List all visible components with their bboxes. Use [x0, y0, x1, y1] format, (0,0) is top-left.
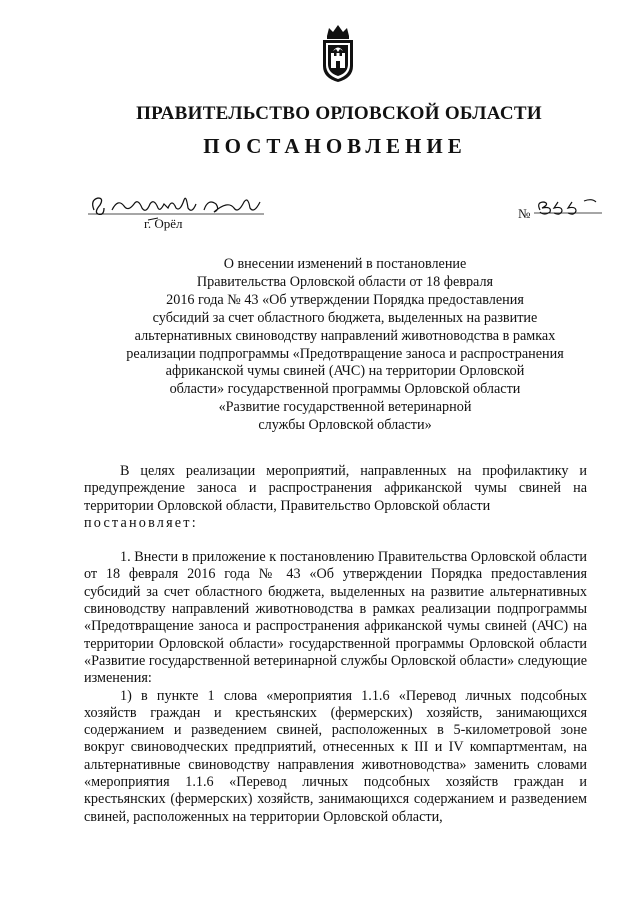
document-number [518, 196, 604, 222]
government-title: ПРАВИТЕЛЬСТВО ОРЛОВСКОЙ ОБЛАСТИ [136, 103, 542, 124]
subject-line: Правительства Орловской области от 18 февраля [196, 273, 494, 290]
document-subject [110, 256, 580, 435]
resolves-word: постановляет: [84, 514, 198, 531]
coat-of-arms-icon [319, 22, 357, 84]
subject-line: О внесении изменений в постановление [223, 256, 467, 272]
item-1-paragraph: 1. Внести в приложение к постановлению Правительства Орловской области от 18 февраля 2016 года № 43 «Об утверждении Порядка предоставления субсидий за счет областного бюджета, выделенных на развитие альтернативных свиноводству направлений животноводства в рамках реализации подпрограммы «Предотвращение заноса и распространения африканской чумы свиней (АЧС) на территории Орловской области» государственной программы Орловской области «Развитие государственной ветеринарной службы Орловской области» следующие изменения: [84, 549, 587, 687]
city-label: г. Орёл [144, 216, 183, 231]
number-label: № [518, 206, 531, 221]
item-1-1-paragraph: 1) в пункте 1 слова «мероприятия 1.1.6 «Перевод личных подсобных хозяйств граждан и крестьянских (фермерских) хозяйств, занимающихся содержанием и разведением свиней, расположенных в 5-километровой зоне вокруг свиноводческих предприятий, отнесенных к III и IV компартментам, на альтернативные свиноводству направления животноводства» заменить словами «мероприятия 1.1.6 «Перевод личных подсобных хозяйств граждан и крестьянских (фермерских) хозяйств, занимающихся содержанием и разведением свиней, расположенных на территории Орловской области, [84, 687, 587, 825]
subject-line: реализации подпрограммы «Предотвращение заноса и распространения [126, 345, 564, 362]
subject-line: альтернативных свиноводству направлений животноводства в рамках [134, 327, 556, 344]
preamble-paragraph: В целях реализации мероприятий, направленных на профилактику и предупреждение заноса и распространения африканской чумы свиней на территории Орловской области, Правительство Орловской области [84, 463, 587, 514]
document-type-title: ПОСТАНОВЛЕНИЕ [203, 134, 467, 158]
handwritten-number [534, 196, 604, 218]
subject-line: 2016 года № 43 «Об утверждении Порядка предоставления [166, 291, 524, 308]
document-body [84, 463, 587, 826]
subject-line: субсидий за счет областного бюджета, выделенных на развитие [152, 309, 538, 326]
subject-line: африканской чумы свиней (АЧС) на территории Орловской [165, 363, 525, 380]
subject-line: службы Орловской области» [258, 417, 432, 434]
subject-line: области» государственной программы Орловской области [169, 381, 521, 398]
subject-line: «Развитие государственной ветеринарной [218, 399, 472, 416]
